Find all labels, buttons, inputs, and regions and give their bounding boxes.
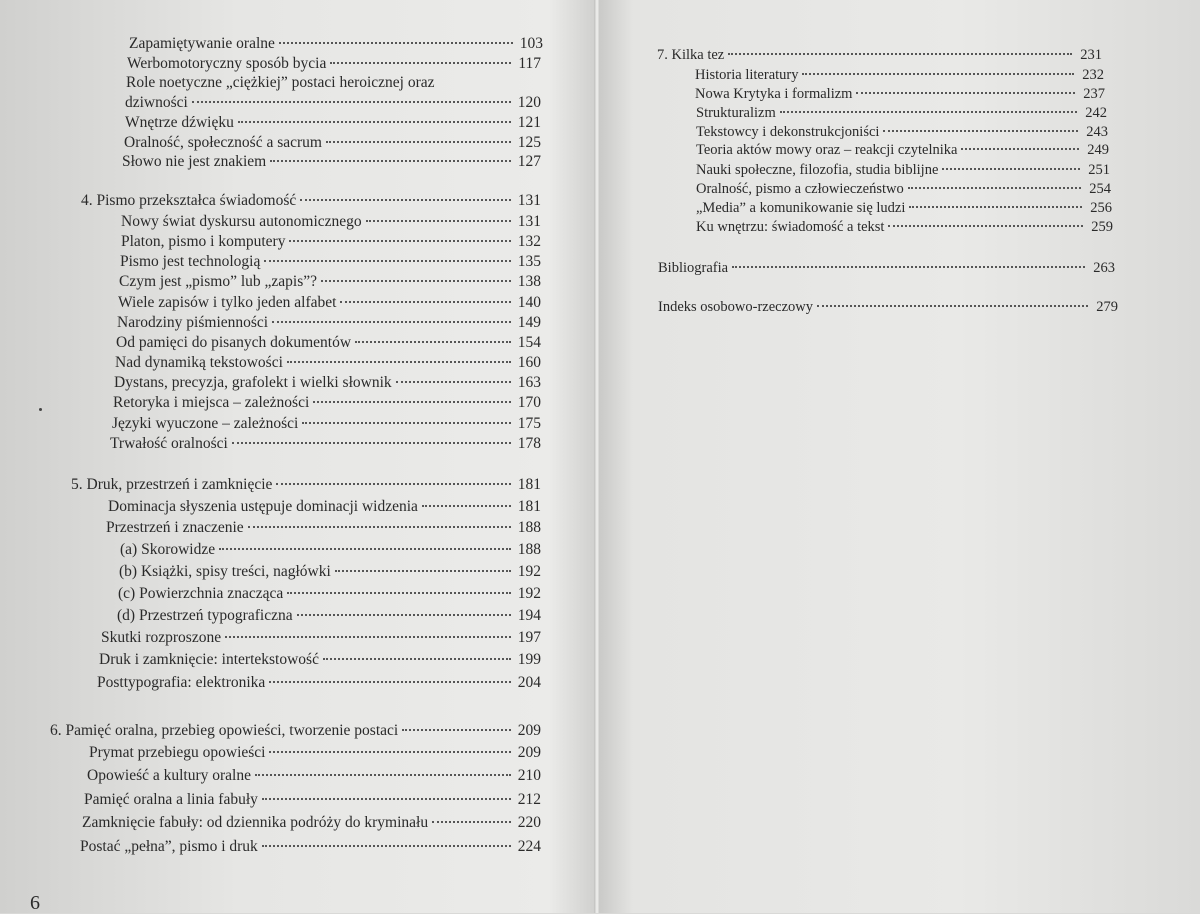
ink-mark <box>39 408 42 411</box>
toc-entry-page: 237 <box>1083 86 1105 102</box>
toc-entry-title: Języki wyuczone – zależności <box>112 415 299 432</box>
toc-entry-page: 163 <box>517 374 541 391</box>
toc-entry-page: 231 <box>1080 47 1102 63</box>
toc-entry-title: Dominacja słyszenia ustępuje dominacji widzenia <box>108 498 418 515</box>
toc-entry <box>129 34 543 54</box>
dot-leader <box>909 206 1082 208</box>
dot-leader <box>287 592 511 594</box>
toc-entry-page: 220 <box>517 814 541 831</box>
toc-entry-page: 138 <box>517 273 541 290</box>
toc-entry-continued-title: Role noetyczne „ciężkiej” postaci heroicznej oraz <box>126 74 435 91</box>
dot-leader <box>269 681 511 683</box>
toc-entry <box>89 743 541 763</box>
toc-entry-page: 279 <box>1096 299 1118 315</box>
toc-entry-title: Postać „pełna”, pismo i druk <box>80 838 258 855</box>
toc-entry-title: Dystans, precyzja, grafolekt i wielki słownik <box>114 374 392 391</box>
toc-entry-page: 232 <box>1082 67 1104 83</box>
toc-entry <box>84 790 541 810</box>
toc-entry <box>113 393 541 413</box>
toc-entry-title: Skutki rozproszone <box>101 629 222 646</box>
toc-entry-page: 175 <box>517 415 541 432</box>
dot-leader <box>300 199 511 201</box>
dot-leader <box>402 729 511 731</box>
dot-leader <box>908 187 1081 189</box>
toc-entry-title: dziwności <box>125 94 188 111</box>
dot-leader <box>262 845 511 847</box>
dot-leader <box>780 111 1077 113</box>
toc-entry-title: Ku wnętrzu: świadomość a tekst <box>696 219 885 235</box>
toc-entry-title: Platon, pismo i komputery <box>121 233 286 250</box>
toc-entry-page: 154 <box>517 334 541 351</box>
toc-entry <box>118 293 541 313</box>
toc-entry-title: Opowieść a kultury oralne <box>87 767 251 784</box>
toc-entry-page: 135 <box>517 253 541 270</box>
toc-entry <box>117 313 541 333</box>
toc-entry <box>120 540 541 560</box>
toc-entry <box>115 353 541 373</box>
dot-leader <box>272 321 511 323</box>
toc-entry-title: Narodziny piśmienności <box>117 314 269 331</box>
toc-entry-title: Wiele zapisów i tylko jeden alfabet <box>118 294 337 311</box>
toc-entry-page: 160 <box>517 354 541 371</box>
toc-entry-page: 188 <box>517 519 541 536</box>
dot-leader <box>287 361 511 363</box>
dot-leader <box>321 280 511 282</box>
toc-entry-title: „Media” a komunikowanie się ludzi <box>696 200 906 216</box>
toc-entry-page: 251 <box>1088 162 1110 178</box>
toc-entry-page: 140 <box>517 294 541 311</box>
toc-entry <box>658 258 1115 278</box>
toc-entry <box>108 497 541 517</box>
toc-entry-page: 209 <box>517 744 541 761</box>
toc-entry <box>122 152 541 172</box>
toc-entry <box>696 160 1110 180</box>
toc-entry-title: Druk i zamknięcie: intertekstowość <box>99 651 319 668</box>
toc-entry-page: 181 <box>517 498 541 515</box>
toc-entry-title: Historia literatury <box>695 67 799 83</box>
dot-leader <box>297 614 511 616</box>
toc-entry <box>81 191 541 211</box>
dot-leader <box>802 73 1074 75</box>
toc-entry <box>696 103 1107 123</box>
toc-entry-page: 178 <box>517 435 541 452</box>
toc-entry-page: 149 <box>517 314 541 331</box>
toc-entry <box>71 475 541 495</box>
dot-leader <box>302 422 511 424</box>
dot-leader <box>732 266 1085 268</box>
toc-entry-page: 117 <box>518 55 541 72</box>
dot-leader <box>366 220 511 222</box>
toc-entry-title: Tekstowcy i dekonstrukcjoniści <box>696 124 880 140</box>
toc-entry <box>110 434 541 454</box>
dot-leader <box>396 381 511 383</box>
toc-entry-title: Nauki społeczne, filozofia, studia biblijne <box>696 162 939 178</box>
toc-entry-page: 194 <box>517 607 541 624</box>
dot-leader <box>330 62 511 64</box>
toc-entry-title: Zamknięcie fabuły: od dziennika podróży do kryminału <box>82 814 429 831</box>
toc-entry-title: Nowa Krytyka i formalizm <box>695 86 853 102</box>
toc-entry-page: 224 <box>517 838 541 855</box>
toc-entry-title: Strukturalizm <box>696 105 776 121</box>
toc-entry-page: 192 <box>517 563 541 580</box>
toc-entry-title: Pamięć oralna a linia fabuły <box>84 791 258 808</box>
dot-leader <box>248 526 511 528</box>
dot-leader <box>276 483 511 485</box>
toc-entry-title: Nowy świat dyskursu autonomicznego <box>121 213 362 230</box>
toc-entry <box>99 650 541 670</box>
toc-entry <box>696 122 1108 142</box>
toc-entry-page: 181 <box>517 476 541 493</box>
toc-entry-title: 4. Pismo przekształca świadomość <box>81 192 297 209</box>
toc-entry <box>121 212 541 232</box>
toc-entry-title: Zapamiętywanie oralne <box>129 35 275 52</box>
toc-entry-title: 7. Kilka tez <box>657 47 725 63</box>
toc-entry-title: Indeks osobowo-rzeczowy <box>658 299 814 315</box>
toc-entry-page: 212 <box>517 791 541 808</box>
toc-entry-title: 6. Pamięć oralna, przebieg opowieści, tworzenie postaci <box>50 722 399 739</box>
toc-entry <box>82 813 541 833</box>
toc-entry-page: 131 <box>517 192 541 209</box>
dot-leader <box>269 751 511 753</box>
toc-entry <box>117 606 541 626</box>
dot-leader <box>888 225 1083 227</box>
toc-entry-title: Przestrzeń i znaczenie <box>106 519 244 536</box>
toc-entry <box>114 373 541 393</box>
dot-leader <box>313 401 511 403</box>
toc-entry <box>50 721 541 741</box>
toc-entry <box>116 333 541 353</box>
toc-entry-page: 127 <box>517 153 541 170</box>
book-gutter <box>594 0 600 913</box>
toc-entry <box>696 217 1113 237</box>
dot-leader <box>219 548 511 550</box>
toc-entry <box>696 179 1111 199</box>
dot-leader <box>340 301 511 303</box>
toc-entry-title: Od pamięci do pisanych dokumentów <box>116 334 352 351</box>
dot-leader <box>432 821 511 823</box>
dot-leader <box>279 42 513 44</box>
toc-entry-page: 170 <box>517 394 541 411</box>
toc-entry <box>119 562 541 582</box>
toc-entry-page: 256 <box>1090 200 1112 216</box>
toc-entry-title: Czym jest „pismo” lub „zapis”? <box>119 273 317 290</box>
toc-entry-page: 249 <box>1087 142 1109 158</box>
toc-entry-page: 259 <box>1091 219 1113 235</box>
dot-leader <box>335 570 511 572</box>
dot-leader <box>255 774 511 776</box>
toc-entry <box>127 54 541 74</box>
toc-entry <box>658 297 1118 317</box>
toc-entry-title: Oralność, społeczność a sacrum <box>124 134 322 151</box>
toc-entry <box>695 65 1104 85</box>
toc-entry <box>112 414 541 434</box>
toc-entry-title: Pismo jest technologią <box>120 253 261 270</box>
toc-entry <box>119 272 541 292</box>
toc-entry-title: Słowo nie jest znakiem <box>122 153 267 170</box>
toc-entry-page: 209 <box>517 722 541 739</box>
toc-entry <box>101 628 541 648</box>
toc-entry-page: 121 <box>517 114 541 131</box>
dot-leader <box>355 341 511 343</box>
toc-entry <box>106 518 541 538</box>
toc-entry <box>696 198 1112 218</box>
toc-entry-page: 210 <box>517 767 541 784</box>
toc-entry <box>657 45 1102 65</box>
dot-leader <box>728 53 1072 55</box>
toc-entry-title: Bibliografia <box>658 260 729 276</box>
toc-entry-title: Werbomotoryczny sposób bycia <box>127 55 327 72</box>
toc-entry-page: 204 <box>517 674 541 691</box>
toc-entry <box>125 113 541 133</box>
toc-entry-page: 131 <box>517 213 541 230</box>
dot-leader <box>961 148 1079 150</box>
dot-leader <box>262 798 511 800</box>
toc-entry-title: (a) Skorowidze <box>120 541 216 558</box>
dot-leader <box>817 305 1088 307</box>
toc-entry-page: 197 <box>517 629 541 646</box>
toc-entry-title: Oralność, pismo a człowieczeństwo <box>696 181 904 197</box>
dot-leader <box>232 442 511 444</box>
toc-entry-page: 263 <box>1093 260 1115 276</box>
toc-entry-page: 103 <box>519 35 543 52</box>
dot-leader <box>942 168 1080 170</box>
toc-entry <box>696 140 1109 160</box>
dot-leader <box>883 130 1078 132</box>
toc-entry-page: 125 <box>517 134 541 151</box>
toc-entry-page: 199 <box>517 651 541 668</box>
toc-entry-title: Retoryka i miejsca – zależności <box>113 394 310 411</box>
toc-entry-page: 242 <box>1085 105 1107 121</box>
toc-entry-title: Teoria aktów mowy oraz – reakcji czytelnika <box>696 142 958 158</box>
toc-entry-page: 254 <box>1089 181 1111 197</box>
dot-leader <box>238 121 511 123</box>
toc-entry-page: 243 <box>1086 124 1108 140</box>
toc-entry-page: 132 <box>517 233 541 250</box>
toc-entry-title: (c) Powierzchnia znacząca <box>118 585 284 602</box>
toc-entry-title: Posttypografia: elektronika <box>97 674 266 691</box>
toc-entry-title: Prymat przebiegu opowieści <box>89 744 266 761</box>
dot-leader <box>225 636 511 638</box>
toc-entry-title: Nad dynamiką tekstowości <box>115 354 283 371</box>
toc-entry-page: 192 <box>517 585 541 602</box>
dot-leader <box>422 505 511 507</box>
toc-entry-title: (b) Książki, spisy treści, nagłówki <box>119 563 331 580</box>
dot-leader <box>323 658 511 660</box>
dot-leader <box>289 240 511 242</box>
page-number: 6 <box>30 892 40 914</box>
toc-entry <box>118 584 541 604</box>
toc-entry <box>87 766 541 786</box>
dot-leader <box>270 160 511 162</box>
toc-entry <box>124 133 541 153</box>
dot-leader <box>264 260 511 262</box>
toc-entry-page: 120 <box>517 94 541 111</box>
toc-entry <box>695 84 1105 104</box>
toc-entry <box>121 232 541 252</box>
dot-leader <box>192 101 511 103</box>
toc-entry <box>125 93 541 113</box>
toc-entry <box>80 837 541 857</box>
toc-entry-title: (d) Przestrzeń typograficzna <box>117 607 293 624</box>
toc-entry-page: 188 <box>517 541 541 558</box>
dot-leader <box>856 92 1075 94</box>
toc-entry <box>120 252 541 272</box>
toc-entry <box>97 673 541 693</box>
toc-entry-title: Wnętrze dźwięku <box>125 114 234 131</box>
toc-entry-title: Trwałość oralności <box>110 435 228 452</box>
toc-entry-title: 5. Druk, przestrzeń i zamknięcie <box>71 476 273 493</box>
dot-leader <box>326 141 511 143</box>
